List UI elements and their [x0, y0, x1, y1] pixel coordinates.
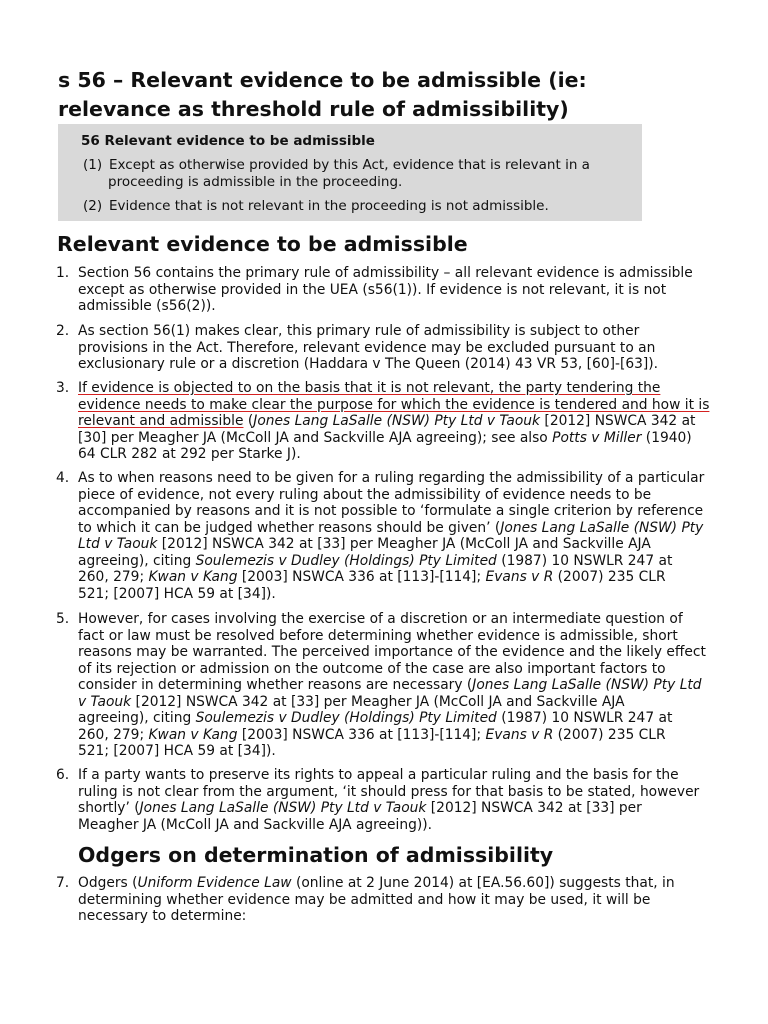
- case-name: Ltd v Taouk: [78, 536, 158, 552]
- case-name: Jones Lang LaSalle (NSW) Pty Ltd v Taouk: [139, 800, 427, 816]
- red-underlined-text: evidence needs to make clear the purpose for which the evidence is tendered and how it is: [78, 396, 710, 413]
- paragraph-line: fact or law must be resolved before determining whether evidence is admissible, short: [78, 627, 678, 644]
- paragraph-text: [78, 611, 718, 760]
- paragraph-line: 521; [2007] HCA 59 at [34]).: [78, 743, 276, 759]
- page-title-line-2: relevance as threshold rule of admissibility): [58, 97, 569, 121]
- paragraph-line: [78, 397, 718, 414]
- text-run: [30] per Meagher JA (McColl JA and Sackville AJA agreeing); see also: [78, 429, 553, 446]
- text-run: (online at 2 June 2014) at [EA.56.60]) suggests that, in: [291, 875, 675, 891]
- page-title-line-1: s 56 – Relevant evidence to be admissible (ie:: [58, 68, 587, 92]
- paragraph-line: [78, 727, 718, 744]
- paragraph-line: [78, 380, 718, 397]
- statute-heading: 56 Relevant evidence to be admissible: [81, 133, 375, 149]
- text-run: 260, 279;: [78, 726, 149, 743]
- red-underlined-text: If evidence is objected to on the basis that it is not relevant, the party tendering the: [78, 380, 661, 396]
- paragraph-line: provisions in the Act. Therefore, relevant evidence may be excluded pursuant to an: [78, 339, 656, 356]
- text-run: to which it can be judged whether reasons should be given’ (: [78, 519, 501, 536]
- book-title: Uniform Evidence Law: [137, 875, 292, 891]
- statute-clause-2: [83, 198, 623, 215]
- text-run: [2003] NSWCA 336 at [113]-[114];: [237, 569, 486, 585]
- case-name: Kwan v Kang: [148, 726, 238, 743]
- text-run: [2012] NSWCA 342 at [33] per Meagher JA (McColl JA and Sackville AJA: [131, 693, 625, 710]
- text-run: [2003] NSWCA 336 at [113]-[114];: [237, 726, 486, 743]
- text-run: (2007) 235 CLR: [553, 569, 666, 585]
- paragraph-line: [78, 677, 718, 694]
- paragraph-line: [78, 536, 718, 553]
- paragraph-line: [78, 710, 718, 727]
- paragraph-number: 7.: [56, 875, 70, 891]
- paragraph-number: 1.: [56, 265, 70, 281]
- paragraph-text: [78, 767, 718, 833]
- paragraph-line: except as otherwise provided in the UEA (s56(1)). If evidence is not relevant, it is not: [78, 281, 667, 298]
- paragraph-line: [78, 413, 718, 430]
- paragraph-line: of its rejection or admission on the outcome of the case are also important factors to: [78, 660, 666, 677]
- paragraph-line: [78, 694, 718, 711]
- paragraph-line: Section 56 contains the primary rule of admissibility – all relevant evidence is admissible: [78, 265, 693, 281]
- paragraph-line: 64 CLR 282 at 292 per Starke J).: [78, 446, 301, 462]
- text-run: Odgers (: [78, 875, 138, 891]
- paragraph-line: If a party wants to preserve its rights to appeal a particular ruling and the basis for the: [78, 767, 679, 783]
- statute-clause-1-number: (1): [83, 157, 103, 173]
- text-run: [2012] NSWCA 342 at [33] per: [426, 800, 642, 816]
- paragraph-line: Meagher JA (McColl JA and Sackville AJA agreeing)).: [78, 816, 432, 833]
- text-run: (2007) 235 CLR: [553, 726, 666, 743]
- statute-clause-2-text: Evidence that is not relevant in the proceeding is not admissible.: [109, 198, 549, 214]
- paragraph-line: [78, 569, 718, 586]
- paragraph-line: [78, 553, 718, 570]
- paragraph-number: 2.: [56, 323, 70, 339]
- paragraph-text: [78, 470, 718, 602]
- red-underlined-text: relevant and admissible: [78, 413, 244, 429]
- text-run: (1987) 10 NSWLR 247 at: [496, 710, 673, 726]
- paragraph-line: ruling is not clear from the argument, ‘it should press for that basis to be stated, however: [78, 783, 700, 800]
- statute-clause-1-line-2: proceeding is admissible in the proceeding.: [108, 173, 403, 190]
- text-run: [2012] NSWCA 342 at [33] per Meagher JA (McColl JA and Sackville AJA: [157, 536, 651, 552]
- statute-clause-1-line-1: Except as otherwise provided by this Act, evidence that is relevant in a: [109, 157, 590, 173]
- case-name: Jones Lang LaSalle (NSW) Pty Ltd: [472, 677, 702, 693]
- text-run: consider in determining whether reasons are necessary (: [78, 677, 473, 693]
- paragraph-line: accompanied by reasons and it is not possible to ‘formulate a single criterion by reference: [78, 503, 704, 519]
- text-run: (: [243, 413, 254, 429]
- text-run: (1940): [641, 429, 692, 446]
- paragraph-line: 521; [2007] HCA 59 at [34]).: [78, 585, 276, 602]
- text-run: shortly’ (: [78, 800, 140, 816]
- paragraph-text: [78, 875, 718, 925]
- paragraph-line: [78, 875, 718, 892]
- case-name: Evans v R: [485, 726, 554, 743]
- paragraph-line: As to when reasons need to be given for a ruling regarding the admissibility of a particular: [78, 470, 705, 486]
- paragraph-number: 6.: [56, 767, 70, 783]
- paragraph-line: admissible (s56(2)).: [78, 298, 216, 314]
- text-run: [2012] NSWCA 342 at: [540, 413, 696, 429]
- paragraph-line: determining whether evidence may be admitted and how it may be used, it will be: [78, 891, 651, 908]
- case-name: Evans v R: [485, 569, 554, 585]
- paragraph-line: [78, 520, 718, 537]
- paragraph-text: [78, 265, 718, 315]
- paragraph-line: However, for cases involving the exercise of a discretion or an intermediate question of: [78, 611, 683, 627]
- paragraph-number: 5.: [56, 611, 70, 627]
- paragraph-line: piece of evidence, not every ruling about the admissibility of evidence needs to be: [78, 486, 652, 503]
- text-run: agreeing), citing: [78, 552, 196, 569]
- case-name: Soulemezis v Dudley (Holdings) Pty Limited: [195, 552, 497, 569]
- paragraph-line: reasons may be warranted. The perceived importance of the evidence and the likely effect: [78, 644, 706, 660]
- case-name: Soulemezis v Dudley (Holdings) Pty Limited: [195, 710, 497, 726]
- section-heading-odgers: Odgers on determination of admissibility: [78, 843, 554, 867]
- text-run: agreeing), citing: [78, 710, 196, 726]
- paragraph-number: 4.: [56, 470, 70, 486]
- page-title: [58, 66, 738, 124]
- case-name: Kwan v Kang: [148, 569, 238, 585]
- statute-clause-1: [83, 157, 623, 190]
- paragraph-text: [78, 323, 718, 373]
- paragraph-line: [78, 430, 718, 447]
- case-name: Jones Lang LaSalle (NSW) Pty Ltd v Taouk: [253, 413, 541, 429]
- paragraph-line: necessary to determine:: [78, 908, 247, 924]
- text-run: 260, 279;: [78, 569, 149, 585]
- paragraph-number: 3.: [56, 380, 70, 396]
- case-name: v Taouk: [78, 693, 132, 710]
- case-name: Potts v Miller: [552, 429, 642, 446]
- section-heading-relevant-evidence: Relevant evidence to be admissible: [57, 232, 468, 256]
- statute-extract-box: [58, 124, 642, 221]
- paragraph-text: [78, 380, 718, 463]
- paragraph-line: As section 56(1) makes clear, this primary rule of admissibility is subject to other: [78, 323, 640, 339]
- case-name: Jones Lang LaSalle (NSW) Pty: [500, 519, 704, 536]
- statute-clause-2-number: (2): [83, 198, 103, 214]
- paragraph-line: exclusionary rule or a discretion (Haddara v The Queen (2014) 43 VR 53, [60]-[63]).: [78, 356, 659, 372]
- text-run: (1987) 10 NSWLR 247 at: [496, 552, 673, 569]
- paragraph-line: [78, 800, 718, 817]
